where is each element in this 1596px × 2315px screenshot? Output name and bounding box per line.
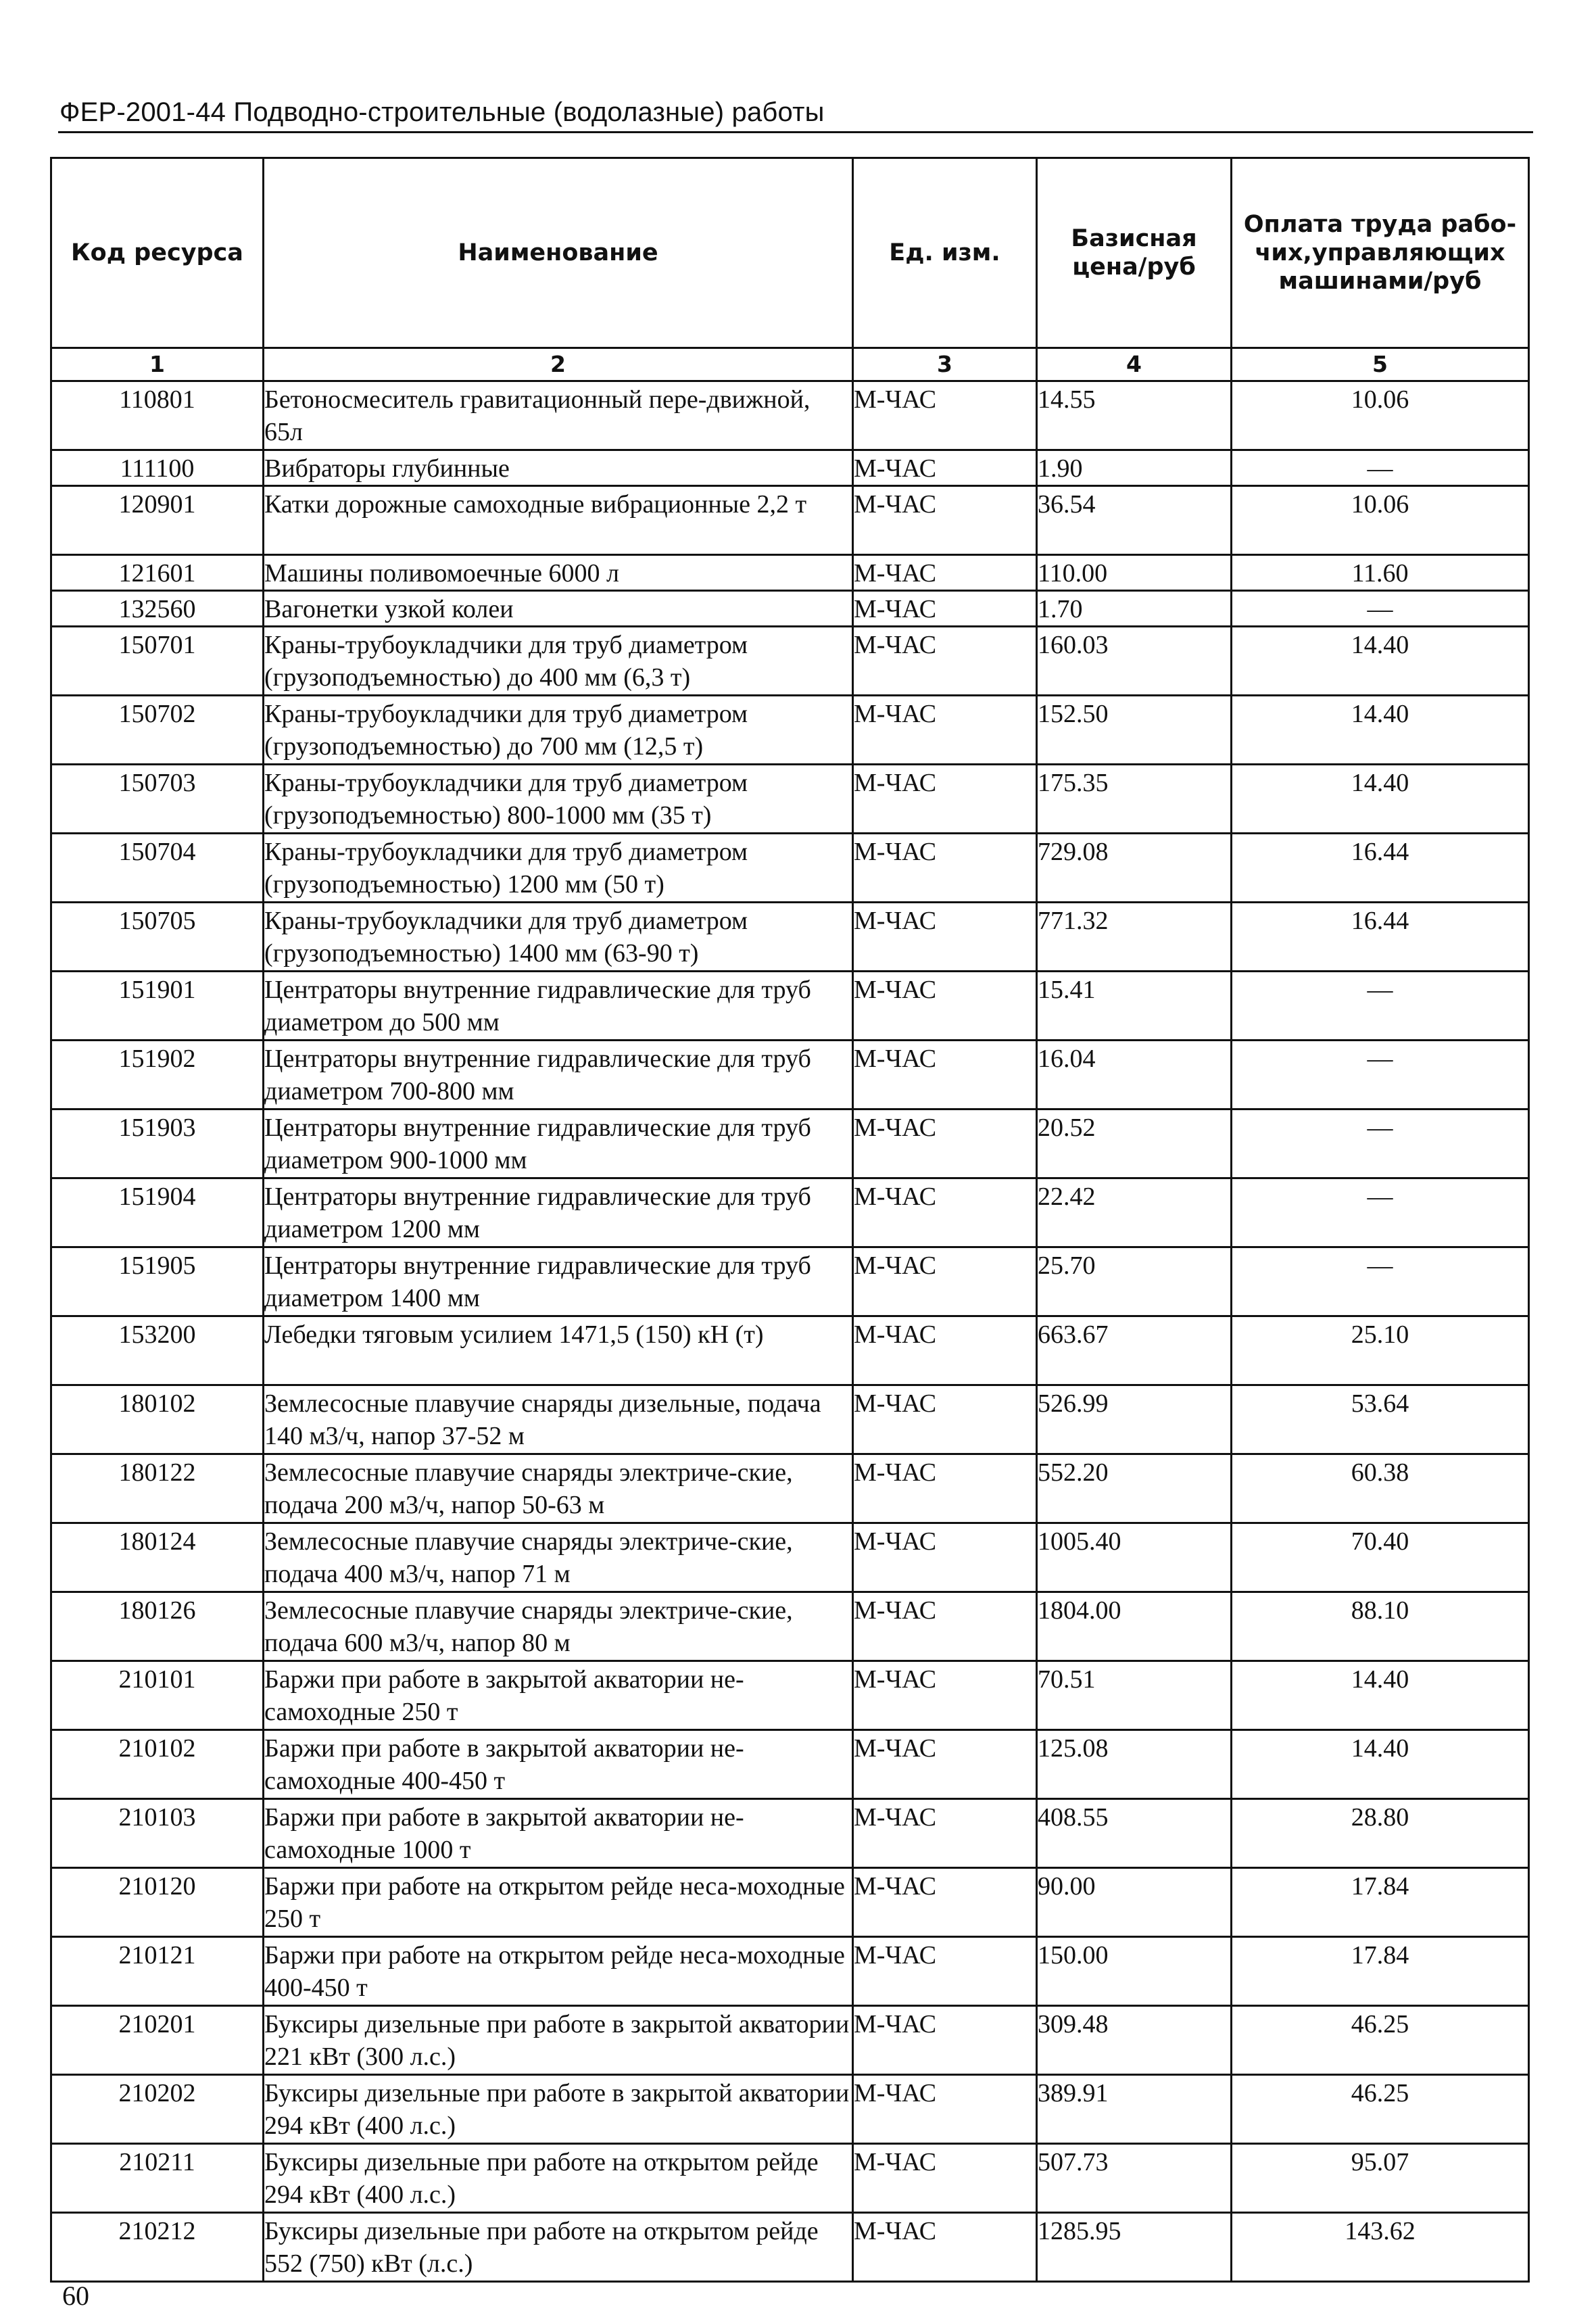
unit-cell: М-ЧАС [853,765,1037,834]
column-header-unit: Ед. изм. [853,158,1037,348]
base-price-cell: 408.55 [1037,1799,1232,1868]
table-row [51,765,1529,834]
labor-pay-cell: 17.84 [1232,1868,1529,1937]
unit-cell: М-ЧАС [853,2144,1037,2213]
resource-code-cell: 210121 [51,1937,264,2006]
resource-name-cell: Баржи при работе на открытом рейде неса-моходные 400-450 т [264,1937,853,2006]
resource-name-cell: Центраторы внутренние гидравлические для труб диаметром 900-1000 мм [264,1109,853,1178]
unit-cell: М-ЧАС [853,1799,1037,1868]
base-price-cell: 90.00 [1037,1868,1232,1937]
unit-cell: М-ЧАС [853,1109,1037,1178]
resource-name-cell: Лебедки тяговым усилием 1471,5 (150) кН (т) [264,1316,853,1385]
resource-name-cell: Буксиры дизельные при работе в закрытой акватории 221 кВт (300 л.с.) [264,2006,853,2075]
resource-name-cell: Центраторы внутренние гидравлические для труб диаметром 1400 мм [264,1247,853,1316]
labor-pay-cell: 88.10 [1232,1592,1529,1661]
resource-name-cell: Центраторы внутренние гидравлические для труб диаметром до 500 мм [264,972,853,1041]
unit-cell: М-ЧАС [853,450,1037,486]
base-price-cell: 1285.95 [1037,2213,1232,2282]
base-price-cell: 22.42 [1037,1178,1232,1247]
base-price-cell: 507.73 [1037,2144,1232,2213]
unit-cell: М-ЧАС [853,1868,1037,1937]
resource-code-cell: 210211 [51,2144,264,2213]
base-price-cell: 552.20 [1037,1454,1232,1523]
unit-cell: М-ЧАС [853,1385,1037,1454]
base-price-cell: 16.04 [1037,1041,1232,1109]
resource-name-cell: Баржи при работе на открытом рейде неса-моходные 250 т [264,1868,853,1937]
unit-cell: М-ЧАС [853,1661,1037,1730]
column-header-pay: Оплата труда рабо-чих,управляющих машинами/руб [1232,158,1529,348]
base-price-cell: 70.51 [1037,1661,1232,1730]
resource-code-cell: 111100 [51,450,264,486]
resource-name-cell: Краны-трубоукладчики для труб диаметром (грузоподъемностью) 1400 мм (63-90 т) [264,903,853,972]
unit-cell: М-ЧАС [853,972,1037,1041]
unit-cell: М-ЧАС [853,1178,1037,1247]
resource-name-cell: Краны-трубоукладчики для труб диаметром (грузоподъемностью) до 700 мм (12,5 т) [264,696,853,765]
table-row [51,1316,1529,1385]
table-row [51,1178,1529,1247]
resource-code-cell: 150705 [51,903,264,972]
column-number: 3 [853,348,1037,381]
labor-pay-cell: 28.80 [1232,1799,1529,1868]
base-price-cell: 14.55 [1037,381,1232,450]
table-row [51,2075,1529,2144]
column-number: 2 [264,348,853,381]
unit-cell: М-ЧАС [853,591,1037,627]
table-row [51,2213,1529,2282]
resource-name-cell: Краны-трубоукладчики для труб диаметром (грузоподъемностью) 800-1000 мм (35 т) [264,765,853,834]
unit-cell: М-ЧАС [853,834,1037,903]
base-price-cell: 526.99 [1037,1385,1232,1454]
resource-name-cell: Машины поливомоечные 6000 л [264,555,853,591]
table-row [51,1041,1529,1109]
table-row [51,1868,1529,1937]
table-row [51,1247,1529,1316]
base-price-cell: 110.00 [1037,555,1232,591]
resource-name-cell: Вагонетки узкой колеи [264,591,853,627]
labor-pay-cell: 16.44 [1232,834,1529,903]
base-price-cell: 15.41 [1037,972,1232,1041]
resource-name-cell: Баржи при работе в закрытой акватории не-самоходные 1000 т [264,1799,853,1868]
resource-name-cell: Буксиры дизельные при работе на открытом рейде 294 кВт (400 л.с.) [264,2144,853,2213]
table-row [51,2144,1529,2213]
base-price-cell: 663.67 [1037,1316,1232,1385]
labor-pay-cell: — [1232,1041,1529,1109]
base-price-cell: 20.52 [1037,1109,1232,1178]
resource-table [50,157,1530,2283]
unit-cell: М-ЧАС [853,1730,1037,1799]
labor-pay-cell: 53.64 [1232,1385,1529,1454]
labor-pay-cell: 14.40 [1232,765,1529,834]
base-price-cell: 1804.00 [1037,1592,1232,1661]
resource-name-cell: Баржи при работе в закрытой акватории не-самоходные 400-450 т [264,1730,853,1799]
table-row [51,696,1529,765]
resource-code-cell: 180102 [51,1385,264,1454]
labor-pay-cell: — [1232,972,1529,1041]
labor-pay-cell: 14.40 [1232,1730,1529,1799]
page-number: 60 [62,2281,89,2311]
table-row [51,1592,1529,1661]
resource-code-cell: 120901 [51,486,264,555]
resource-code-cell: 151904 [51,1178,264,1247]
resource-code-cell: 151905 [51,1247,264,1316]
header-rule [58,131,1533,133]
table-row [51,627,1529,696]
table-row [51,1799,1529,1868]
base-price-cell: 160.03 [1037,627,1232,696]
base-price-cell: 125.08 [1037,1730,1232,1799]
resource-code-cell: 110801 [51,381,264,450]
table-row [51,1385,1529,1454]
resource-code-cell: 180126 [51,1592,264,1661]
base-price-cell: 729.08 [1037,834,1232,903]
labor-pay-cell: 16.44 [1232,903,1529,972]
unit-cell: М-ЧАС [853,2075,1037,2144]
unit-cell: М-ЧАС [853,486,1037,555]
table-row [51,555,1529,591]
base-price-cell: 771.32 [1037,903,1232,972]
column-number: 4 [1037,348,1232,381]
resource-name-cell: Центраторы внутренние гидравлические для труб диаметром 1200 мм [264,1178,853,1247]
resource-name-cell: Катки дорожные самоходные вибрационные 2,2 т [264,486,853,555]
base-price-cell: 152.50 [1037,696,1232,765]
unit-cell: М-ЧАС [853,903,1037,972]
resource-code-cell: 210102 [51,1730,264,1799]
column-header-price: Базисная цена/руб [1037,158,1232,348]
labor-pay-cell: — [1232,591,1529,627]
labor-pay-cell: 70.40 [1232,1523,1529,1592]
resource-code-cell: 150703 [51,765,264,834]
labor-pay-cell: 10.06 [1232,381,1529,450]
resource-name-cell: Землесосные плавучие снаряды дизельные, подача 140 м3/ч, напор 37-52 м [264,1385,853,1454]
table-row [51,972,1529,1041]
resource-code-cell: 210103 [51,1799,264,1868]
resource-name-cell: Краны-трубоукладчики для труб диаметром (грузоподъемностью) до 400 мм (6,3 т) [264,627,853,696]
table-row [51,834,1529,903]
table-row [51,903,1529,972]
table-row [51,381,1529,450]
resource-code-cell: 151903 [51,1109,264,1178]
table-header-row [51,158,1529,348]
base-price-cell: 150.00 [1037,1937,1232,2006]
resource-name-cell: Землесосные плавучие снаряды электриче-ские, подача 400 м3/ч, напор 71 м [264,1523,853,1592]
unit-cell: М-ЧАС [853,627,1037,696]
resource-code-cell: 210212 [51,2213,264,2282]
resource-name-cell: Баржи при работе в закрытой акватории не-самоходные 250 т [264,1661,853,1730]
resource-name-cell: Бетоносмеситель гравитационный пере-движной, 65л [264,381,853,450]
labor-pay-cell: 60.38 [1232,1454,1529,1523]
labor-pay-cell: 25.10 [1232,1316,1529,1385]
unit-cell: М-ЧАС [853,696,1037,765]
labor-pay-cell: 14.40 [1232,627,1529,696]
unit-cell: М-ЧАС [853,2213,1037,2282]
base-price-cell: 1.70 [1037,591,1232,627]
table-row [51,2006,1529,2075]
resource-code-cell: 132560 [51,591,264,627]
running-header: ФЕР-2001-44 Подводно-строительные (водолазные) работы [59,97,825,127]
labor-pay-cell: 10.06 [1232,486,1529,555]
table-row [51,1730,1529,1799]
unit-cell: М-ЧАС [853,555,1037,591]
labor-pay-cell: 143.62 [1232,2213,1529,2282]
labor-pay-cell: — [1232,1247,1529,1316]
base-price-cell: 389.91 [1037,2075,1232,2144]
resource-code-cell: 180122 [51,1454,264,1523]
labor-pay-cell: 46.25 [1232,2075,1529,2144]
table-row [51,486,1529,555]
column-number: 5 [1232,348,1529,381]
table-row [51,591,1529,627]
base-price-cell: 1.90 [1037,450,1232,486]
resource-code-cell: 150701 [51,627,264,696]
labor-pay-cell: 14.40 [1232,1661,1529,1730]
labor-pay-cell: 11.60 [1232,555,1529,591]
resource-name-cell: Буксиры дизельные при работе в закрытой акватории 294 кВт (400 л.с.) [264,2075,853,2144]
column-number: 1 [51,348,264,381]
resource-code-cell: 150704 [51,834,264,903]
resource-code-cell: 151901 [51,972,264,1041]
table-row [51,1109,1529,1178]
table-row [51,1523,1529,1592]
labor-pay-cell: 14.40 [1232,696,1529,765]
column-header-name: Наименование [264,158,853,348]
unit-cell: М-ЧАС [853,1523,1037,1592]
base-price-cell: 25.70 [1037,1247,1232,1316]
unit-cell: М-ЧАС [853,1041,1037,1109]
table-row [51,1661,1529,1730]
resource-code-cell: 210202 [51,2075,264,2144]
resource-name-cell: Вибраторы глубинные [264,450,853,486]
resource-code-cell: 210120 [51,1868,264,1937]
resource-code-cell: 121601 [51,555,264,591]
base-price-cell: 175.35 [1037,765,1232,834]
unit-cell: М-ЧАС [853,2006,1037,2075]
base-price-cell: 1005.40 [1037,1523,1232,1592]
resource-code-cell: 151902 [51,1041,264,1109]
resource-code-cell: 180124 [51,1523,264,1592]
resource-name-cell: Краны-трубоукладчики для труб диаметром (грузоподъемностью) 1200 мм (50 т) [264,834,853,903]
labor-pay-cell: — [1232,450,1529,486]
resource-name-cell: Центраторы внутренние гидравлические для труб диаметром 700-800 мм [264,1041,853,1109]
resource-code-cell: 150702 [51,696,264,765]
resource-name-cell: Буксиры дизельные при работе на открытом рейде 552 (750) кВт (л.с.) [264,2213,853,2282]
column-header-code: Код ресурса [51,158,264,348]
table-row [51,450,1529,486]
labor-pay-cell: 17.84 [1232,1937,1529,2006]
unit-cell: М-ЧАС [853,1316,1037,1385]
resource-name-cell: Землесосные плавучие снаряды электриче-ские, подача 200 м3/ч, напор 50-63 м [264,1454,853,1523]
table-row [51,1937,1529,2006]
table-row [51,1454,1529,1523]
resource-code-cell: 210101 [51,1661,264,1730]
base-price-cell: 36.54 [1037,486,1232,555]
unit-cell: М-ЧАС [853,1247,1037,1316]
unit-cell: М-ЧАС [853,381,1037,450]
table-body [51,381,1529,2282]
base-price-cell: 309.48 [1037,2006,1232,2075]
resource-name-cell: Землесосные плавучие снаряды электриче-ские, подача 600 м3/ч, напор 80 м [264,1592,853,1661]
unit-cell: М-ЧАС [853,1454,1037,1523]
labor-pay-cell: 95.07 [1232,2144,1529,2213]
labor-pay-cell: — [1232,1109,1529,1178]
labor-pay-cell: 46.25 [1232,2006,1529,2075]
resource-code-cell: 153200 [51,1316,264,1385]
labor-pay-cell: — [1232,1178,1529,1247]
unit-cell: М-ЧАС [853,1592,1037,1661]
unit-cell: М-ЧАС [853,1937,1037,2006]
column-number-row [51,348,1529,381]
resource-code-cell: 210201 [51,2006,264,2075]
